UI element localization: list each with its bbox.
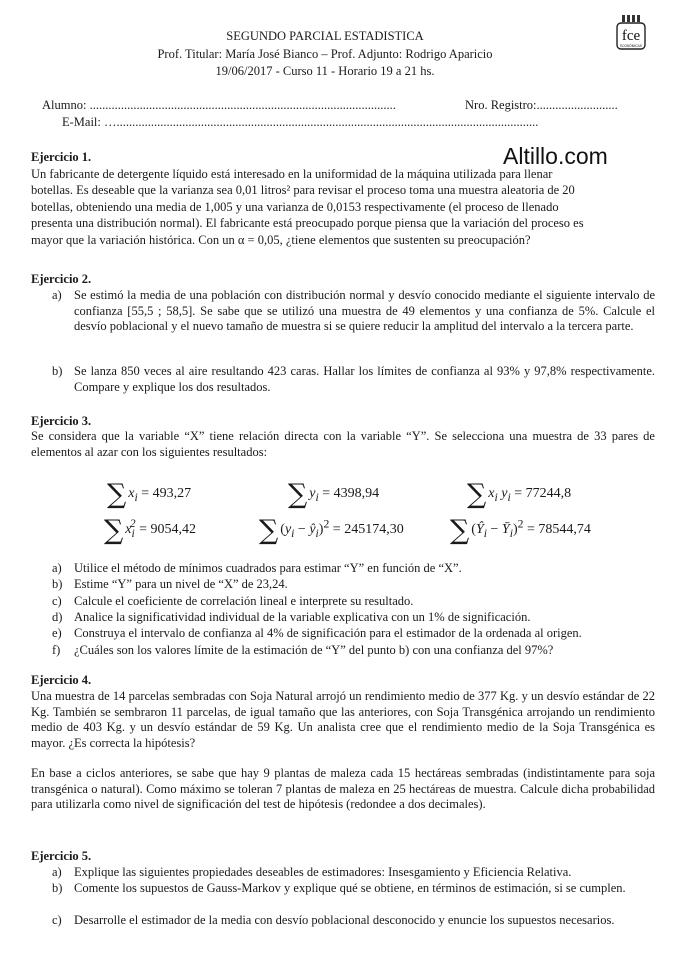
fce-logo bbox=[616, 14, 646, 50]
item-text: Calcule el coeficiente de correlación lineal e interprete su resultado. bbox=[74, 594, 414, 608]
ej1-line: presenta una distribución normal). El fabricante está preocupado porque piensa que la variación del proceso es bbox=[31, 216, 584, 230]
ej1-line: mayor que la variación histórica. Con un α = 0,05, ¿tiene elementos que sustenten su preocupación? bbox=[31, 233, 531, 247]
ej4-paragraph-1: Una muestra de 14 parcelas sembradas con Soja Natural arrojó un rendimiento medio de 377 Kg. y un desvío estándar de 22 Kg. También se sembraron 11 parcelas, de igual tamaño que las anteriores, con Soja Transgénica arrojando un rendimiento medio de 403 Kg. y un desvío estándar de 59 Kg. Un analista cree que el rendimiento medio de la Soja Transgénica es mayor. ¿Es correcta la hipótesis? bbox=[31, 689, 655, 750]
date-line: 19/06/2017 - Curso 11 - Horario 19 a 21 hs. bbox=[215, 64, 435, 78]
ej5-item bbox=[52, 881, 655, 897]
sum-y: ∑ $y_i = 4398,94$ bbox=[288, 479, 380, 510]
item-text: Construya el intervalo de confianza al 4% de significación para el estimador de la ordenada al origen. bbox=[74, 626, 582, 640]
item-text: ¿Cuáles son los valores límite de la estimación de “Y” del punto b) con una confianza del 97%? bbox=[74, 643, 554, 657]
ej3-intro: Se considera que la variable “X” tiene relación directa con la variable “Y”. Se selecciona una muestra de 33 pares de elementos al azar con los siguientes resultados: bbox=[31, 429, 655, 459]
item-text: Se lanza 850 veces al aire resultando 423 caras. Hallar los límites de confianza al 93% y 97,8% respectivamente. Compare y explique los dos resultados. bbox=[74, 364, 655, 394]
item-text: Comente los supuestos de Gauss-Markov y explique qué se obtiene, en términos de estimación, si se cumplen. bbox=[74, 881, 626, 895]
sum-regression-value: = 78544,74 bbox=[526, 522, 591, 537]
altillo-watermark: Altillo.com bbox=[503, 143, 608, 169]
item-text: Desarrolle el estimador de la media con desvío poblacional desconocido y enuncie los supuestos necesarios. bbox=[74, 913, 615, 927]
ej3-item bbox=[52, 626, 655, 642]
item-label: e) bbox=[52, 626, 62, 640]
item-text: Estime “Y” para un nivel de “X” de 23,24. bbox=[74, 577, 288, 591]
sum-y-value: = 4398,94 bbox=[322, 486, 380, 501]
alumno-field: Alumno: .................................................................................................. bbox=[42, 98, 396, 112]
logo-subtext: ECONÓMICAS bbox=[620, 44, 642, 48]
exam-title: SEGUNDO PARCIAL ESTADISTICA bbox=[226, 29, 424, 43]
item-label: b) bbox=[52, 577, 63, 591]
email-field: E-Mail: …....................................................................................................................................... bbox=[62, 115, 539, 129]
item-text: Utilice el método de mínimos cuadrados para estimar “Y” en función de “X”. bbox=[74, 561, 462, 575]
sum-regression: ∑ ($Ŷ_i$ − $Ȳ_i)^2 = 78544,74$ bbox=[450, 515, 591, 546]
item-text: Analice la significatividad individual de la variable explicativa con un 1% de significación. bbox=[74, 610, 531, 624]
item-label: b) bbox=[52, 364, 63, 378]
item-label: c) bbox=[52, 913, 62, 927]
registro-field: Nro. Registro:.......................... bbox=[465, 98, 618, 112]
ej1-line: Un fabricante de detergente líquido está interesado en la uniformidad de la máquina utilizada para llenar bbox=[31, 167, 553, 181]
sum-xy: ∑ $x_i$ $y_i = 77244,8$ bbox=[467, 479, 572, 510]
ej2-heading: Ejercicio 2. bbox=[31, 272, 92, 286]
ej3-item bbox=[52, 610, 655, 626]
ej3-item bbox=[52, 643, 655, 659]
sum-residual: ∑ ($y_i$ − $ŷ_i)^2 = 245174,30$ bbox=[259, 515, 404, 546]
ej1-heading: Ejercicio 1. bbox=[31, 150, 92, 164]
item-label: a) bbox=[52, 865, 62, 879]
ej3-item bbox=[52, 561, 655, 577]
item-text: Explique las siguientes propiedades deseables de estimadores: Insesgamiento y Eficiencia Relativa. bbox=[74, 865, 572, 879]
sum-x2: ∑ $x_i^2 = 9054,42$ bbox=[104, 515, 196, 546]
logo-text: fce bbox=[621, 28, 641, 44]
ej1-line: botellas, obteniendo una media de 1,005 y una varianza de 0,0153 respectivamente (el proceso de llenado bbox=[31, 200, 559, 214]
ej5-item bbox=[52, 865, 655, 881]
item-label: b) bbox=[52, 881, 63, 895]
sum-xy-value: = 77244,8 bbox=[514, 486, 572, 501]
item-label: d) bbox=[52, 610, 63, 624]
ej4-heading: Ejercicio 4. bbox=[31, 673, 92, 687]
ej1-line: botellas. Es deseable que la varianza sea 0,01 litros² para revisar el proceso toma una muestra aleatoria de 20 bbox=[31, 183, 575, 197]
item-label: c) bbox=[52, 594, 62, 608]
sum-x2-value: = 9054,42 bbox=[139, 522, 196, 537]
ej2-item-b bbox=[52, 364, 655, 395]
sum-x: ∑ $x_i = 493,27$ bbox=[107, 479, 192, 510]
sum-residual-value: = 245174,30 bbox=[332, 522, 404, 537]
item-label: f) bbox=[52, 643, 61, 657]
ej4-paragraph-2: En base a ciclos anteriores, se sabe que hay 9 plantas de maleza cada 15 hectáreas sembradas (indistintamente para soja transgénica o natural). Como máximo se toleran 7 plantas de maleza en 25 hectáreas de muestra. Calcule dicha probabilidad para utilizarla como nivel de significación del test de hipótesis (redondee a dos decimales). bbox=[31, 766, 655, 812]
professors-line: Prof. Titular: María José Bianco – Prof. Adjunto: Rodrigo Aparicio bbox=[157, 47, 493, 61]
item-text: Se estimó la media de una población con distribución normal y desvío conocido mediante el siguiente intervalo de confianza [55,5 ; 58,5]. Se sabe que se utilizó una muestra de 49 elementos y una confianza de 5%. Calcule el desvío poblacional y el nuevo tamaño de muestra si se quiere reducir la amplitud del intervalo a la tercera parte. bbox=[74, 288, 655, 334]
item-label: a) bbox=[52, 288, 62, 302]
ej5-item bbox=[52, 913, 655, 929]
ej3-item bbox=[52, 577, 655, 593]
ej3-heading: Ejercicio 3. bbox=[31, 414, 92, 428]
ej3-item bbox=[52, 594, 655, 610]
sum-x-value: = 493,27 bbox=[141, 486, 192, 501]
item-label: a) bbox=[52, 561, 62, 575]
ej5-heading: Ejercicio 5. bbox=[31, 849, 92, 863]
ej2-item-a bbox=[52, 288, 655, 335]
